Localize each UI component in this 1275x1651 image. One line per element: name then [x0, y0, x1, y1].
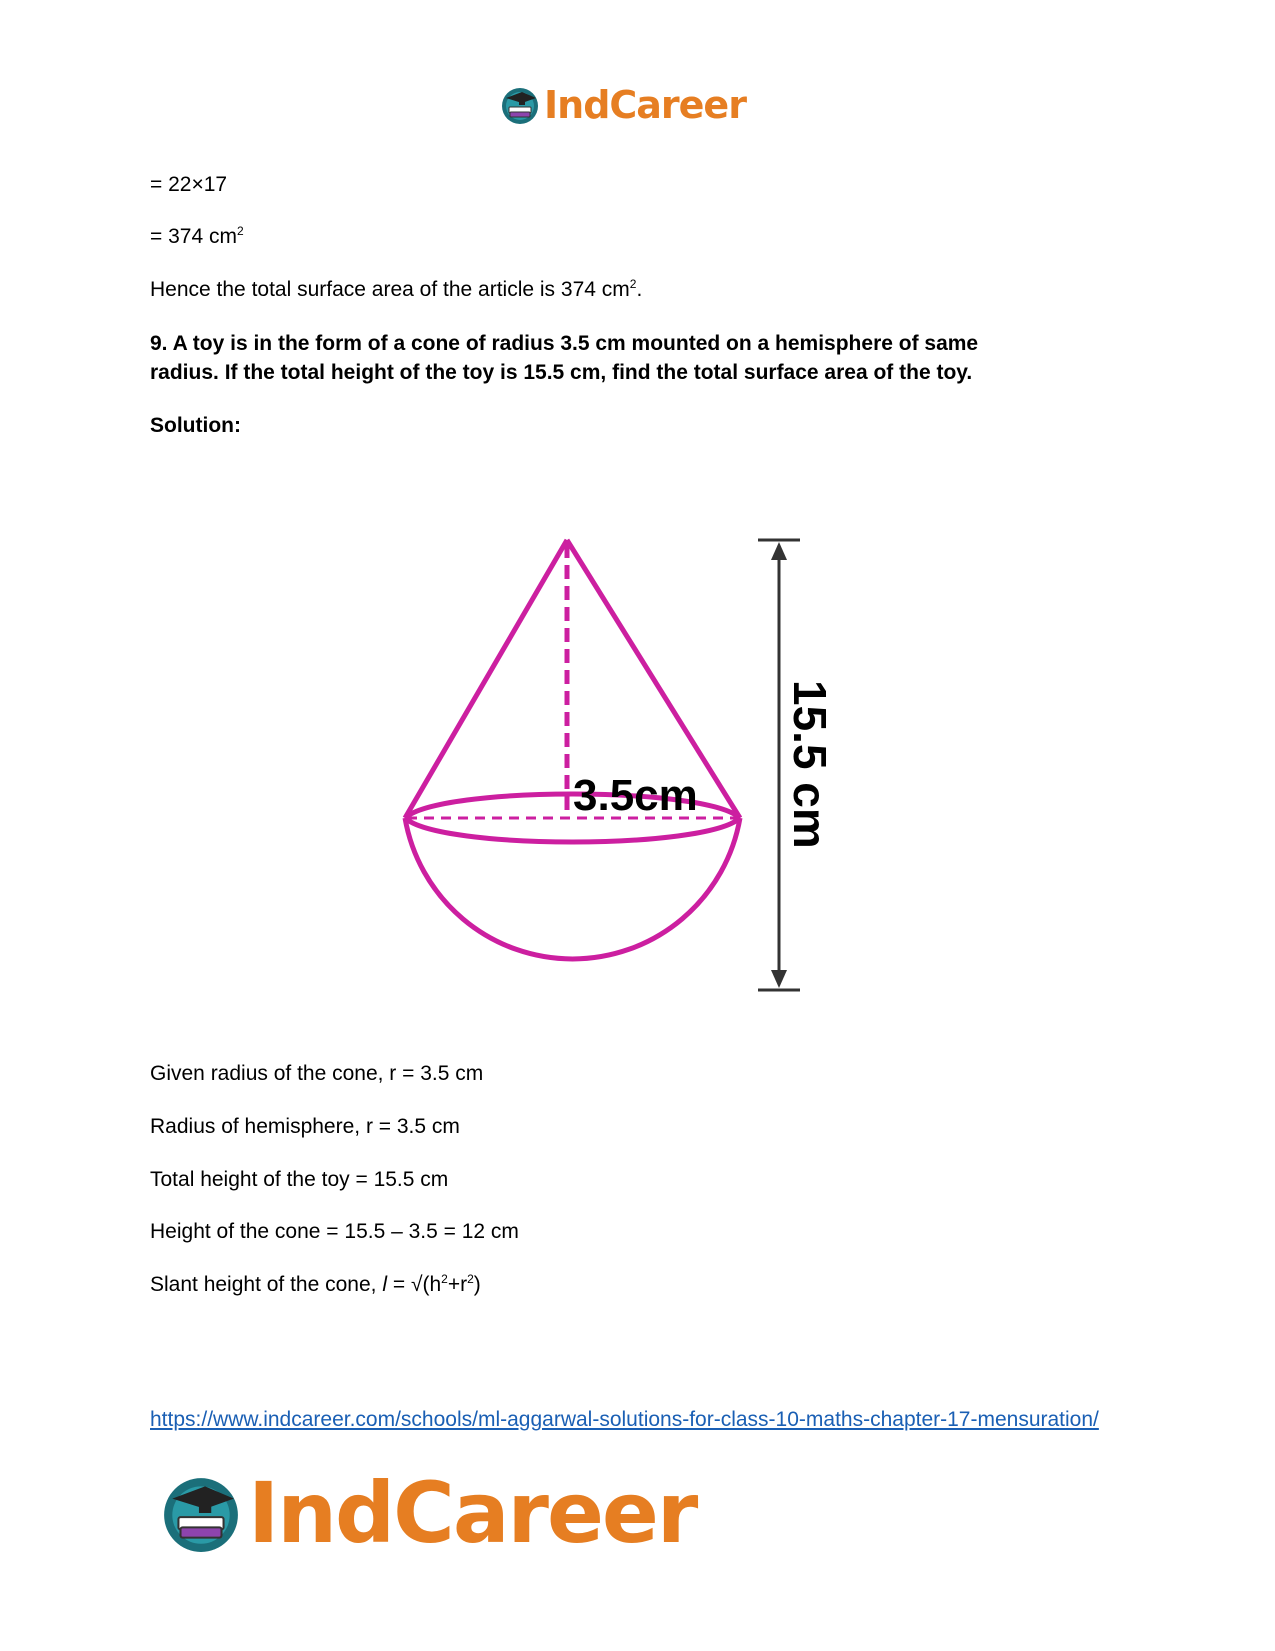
- radius-label: 3.5cm: [573, 771, 698, 820]
- header-logo[interactable]: [500, 80, 746, 130]
- equation-line-2-text: = 374 cm: [150, 225, 237, 248]
- footer-logo-text: IndCareer: [248, 1464, 697, 1562]
- header-logo-text: IndCareer: [544, 83, 746, 127]
- base-ellipse-front: [405, 818, 740, 842]
- given-hemisphere-radius: Radius of hemisphere, r = 3.5 cm: [150, 1115, 460, 1138]
- toy-shape: [405, 540, 740, 959]
- slant-variable-l: l: [382, 1273, 388, 1296]
- conclusion-period: .: [636, 278, 643, 301]
- cone-left-edge: [405, 540, 567, 818]
- given-total-height: Total height of the toy = 15.5 cm: [150, 1168, 449, 1191]
- squared-superscript: 2: [467, 1272, 474, 1286]
- equation-line-1: = 22×17: [150, 173, 228, 196]
- conclusion-text: Hence the total surface area of the article is 374 cm: [150, 278, 630, 301]
- solution-heading: Solution:: [150, 414, 241, 437]
- footer-logo[interactable]: [160, 1464, 697, 1562]
- hemisphere-arc: [405, 818, 740, 959]
- slant-text-b: = √(h: [387, 1273, 442, 1296]
- squared-superscript: 2: [236, 224, 244, 238]
- given-cone-radius: Given radius of the cone, r = 3.5 cm: [150, 1062, 484, 1085]
- height-arrow-top-head: [771, 542, 787, 560]
- given-cone-height: Height of the cone = 15.5 – 3.5 = 12 cm: [150, 1220, 519, 1243]
- equation-line-2: [150, 222, 244, 251]
- source-link[interactable]: https://www.indcareer.com/schools/ml-aggarwal-solutions-for-class-10-maths-chapter-17-mensuration/: [150, 1408, 1099, 1431]
- question-line-2: radius. If the total height of the toy is 15.5 cm, find the total surface area of the toy.: [150, 361, 973, 384]
- height-arrow-bottom-head: [771, 970, 787, 988]
- slant-text-c: +r: [447, 1273, 468, 1296]
- conclusion-line: [150, 275, 642, 304]
- slant-text-a: Slant height of the cone,: [150, 1273, 383, 1296]
- squared-superscript: 2: [441, 1272, 448, 1286]
- graduation-cap-book-icon: [500, 85, 540, 125]
- height-label: 15.5 cm: [784, 680, 836, 849]
- question-line-1: 9. A toy is in the form of a cone of radius 3.5 cm mounted on a hemisphere of same: [150, 332, 979, 355]
- cone-hemisphere-figure: [380, 530, 880, 1030]
- squared-superscript: 2: [629, 277, 637, 291]
- slant-height-line: [150, 1270, 481, 1299]
- graduation-cap-book-icon: [160, 1472, 242, 1554]
- slant-text-d: ): [473, 1273, 481, 1296]
